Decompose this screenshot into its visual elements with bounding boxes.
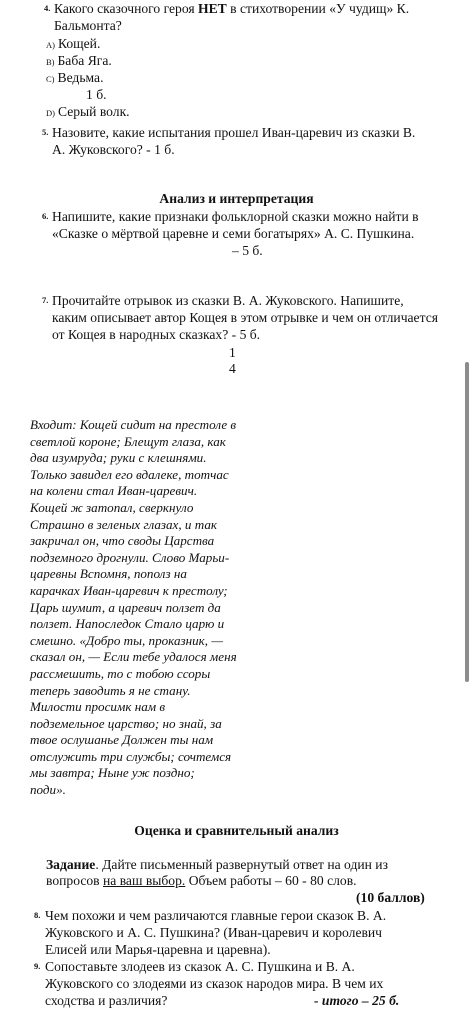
option-letter: B): [46, 57, 55, 67]
excerpt-line: ползет. Напоследок Стало царю и: [30, 616, 225, 632]
vertical-scrollbar[interactable]: [465, 362, 469, 682]
excerpt-line: светлой короне; Блещут глаза, как: [30, 433, 226, 449]
q4-score: 1 б.: [86, 87, 107, 102]
q4-text-line1: [54, 0, 409, 17]
option-letter: A): [46, 40, 55, 50]
q5-number: 5.: [42, 127, 49, 137]
excerpt-line: поди».: [30, 782, 66, 798]
q4-text-post: в стихотворении «У чудищ» К.: [226, 1, 410, 16]
excerpt-line: Царь шумит, а царевич ползет да: [30, 599, 221, 615]
task-points-text: (10 баллов): [356, 890, 425, 905]
option-text: Ведьма.: [57, 70, 104, 85]
q4-option-d: [46, 103, 130, 122]
q4-text-line2: Бальмонта?: [54, 18, 122, 33]
excerpt-line: подземельное царство; но знай, за: [30, 715, 222, 731]
excerpt-line: теперь заводить я не стану.: [30, 682, 191, 698]
excerpt-line: Только завидел его вдалеке, тотчас: [30, 466, 229, 482]
q7-text-line3: от Кощея в народных сказках? - 5 б.: [52, 327, 261, 342]
task-text-pre: вопросов: [46, 873, 103, 888]
excerpt-line: на колени стал Иван-царевич.: [30, 483, 198, 499]
q7-text-line1: Прочитайте отрывок из сказки В. А. Жуковского. Напишите,: [52, 293, 404, 308]
excerpt-line: отслужить три службы; сочтемся: [30, 748, 232, 764]
section-heading-analysis: Анализ и интерпретация: [159, 191, 314, 206]
excerpt-line: Милости просимк нам в: [30, 699, 166, 715]
option-letter: D): [46, 108, 55, 118]
page-mark-1: 1: [229, 345, 236, 360]
q4-number: 4.: [44, 3, 51, 13]
excerpt-line: мы завтра; Ныне уж поздно;: [30, 765, 195, 781]
task-label: Задание: [46, 857, 96, 872]
task-text-post: Объем работы – 60 - 80 слов.: [185, 873, 357, 888]
q6-score: – 5 б.: [232, 243, 263, 258]
q6-number: 6.: [42, 211, 49, 221]
option-text: Баба Яга.: [57, 53, 112, 68]
excerpt-line: закричал он, что своды Царства: [30, 533, 215, 549]
task-text: . Дайте письменный развернутый ответ на один из: [95, 857, 388, 872]
option-letter: C): [46, 74, 55, 84]
q7-number: 7.: [42, 295, 49, 305]
q9-total-text: - итого – 25 б.: [314, 993, 400, 1008]
section-heading-comparison: Оценка и сравнительный анализ: [134, 823, 339, 838]
q8-text-line1: Чем похожи и чем различаются главные герои сказок В. А.: [45, 908, 387, 923]
excerpt-line: карачках Иван-царевич к престолу;: [30, 582, 228, 598]
task-line2: [46, 872, 357, 889]
excerpt-line: рассмешить, то с тобою ссоры: [30, 665, 211, 681]
excerpt-line: Кощей ж затопал, сверкнуло: [30, 499, 194, 515]
excerpt-line: твое ослушанье Должен ты нам: [30, 732, 214, 748]
q9-text-line2: Жуковского со злодеями из сказок народов мира. В чем их: [45, 976, 384, 991]
q4-text-bold: НЕТ: [198, 1, 227, 16]
option-text: Кощей.: [57, 36, 101, 51]
excerpt-line: сказал он, — Если тебе удалося меня: [30, 649, 237, 665]
q9-total: [314, 992, 399, 1009]
excerpt-line: Входит: Кощей сидит на престоле в: [30, 417, 237, 432]
q5-text-line2: А. Жуковского? - 1 б.: [52, 142, 175, 157]
q6-text-line2: «Сказке о мёртвой царевне и семи богатырях» А. С. Пушкина.: [52, 226, 415, 241]
q5-text-line1: Назовите, какие испытания прошел Иван-царевич из сказки В.: [52, 125, 416, 140]
task-text-underlined: на ваш выбор.: [102, 873, 186, 888]
q7-text-line2: каким описывает автор Кощея в этом отрывке и чем он отличается: [52, 310, 438, 325]
excerpt-line: смешно. «Добро ты, проказник, —: [30, 632, 223, 648]
option-text: Серый волк.: [57, 104, 130, 119]
q8-text-line3: Елисей или Марья-царевна и царевна).: [45, 942, 271, 957]
task-points: [356, 889, 425, 906]
q8-text-line2: Жуковского и А. С. Пушкина? (Иван-царевич и королевич: [45, 925, 383, 940]
excerpt-text: [30, 417, 270, 799]
task-line1: [46, 856, 388, 873]
q9-text-line1: Сопоставьте злодеев из сказок А. С. Пушкина и В. А.: [45, 959, 355, 974]
q4-text-pre: Какого сказочного героя: [54, 1, 199, 16]
excerpt-line: два изумруда; руки с клешнями.: [30, 450, 207, 466]
q9-text-line3: сходства и различия?: [45, 993, 168, 1008]
excerpt-line: царевны Вспомня, пополз на: [30, 566, 187, 582]
q6-text-line1: Напишите, какие признаки фольклорной сказки можно найти в: [52, 209, 419, 224]
q9-number: 9.: [34, 961, 41, 971]
q8-number: 8.: [34, 910, 41, 920]
excerpt-line: Страшно в зеленых глазах, и так: [30, 516, 217, 532]
page-mark-2: 4: [229, 361, 236, 376]
excerpt-line: подземного дрогнули. Слово Марьи-: [30, 549, 230, 565]
